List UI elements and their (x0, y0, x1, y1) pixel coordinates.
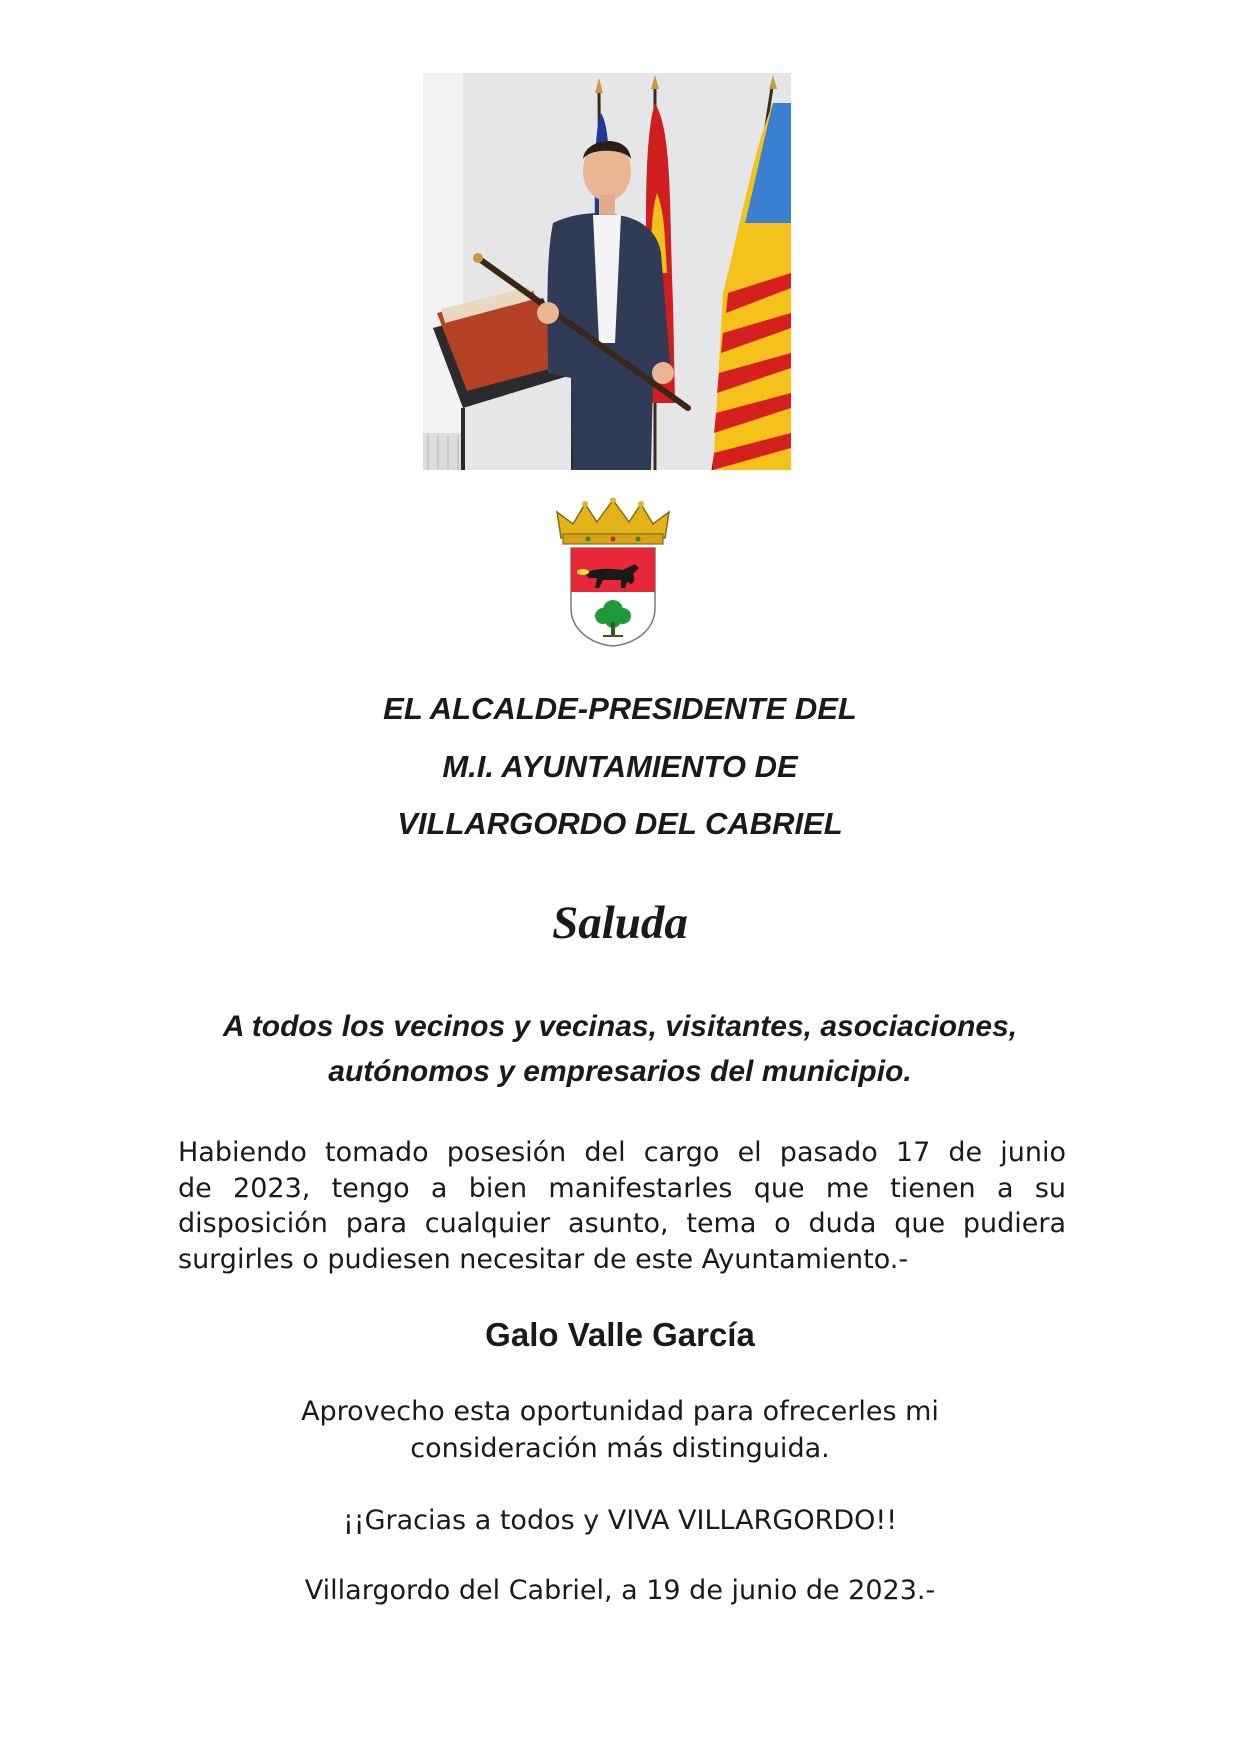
signer-name: Galo Valle García (485, 1316, 755, 1353)
heading-line-2: M.I. AYUNTAMIENTO DE (442, 749, 798, 784)
body-line: de 2023, tengo a bien manifestarles que me tienen a su (178, 1172, 1066, 1204)
body-line: surgirles o pudiesen necesitar de este Ayuntamiento.- (178, 1243, 909, 1275)
greeting-line-2: autónomos y empresarios del municipio. (328, 1055, 912, 1088)
greeting-line-1: A todos los vecinos y vecinas, visitantes, asociaciones, (222, 1010, 1018, 1043)
municipal-coat-of-arms-icon (553, 498, 673, 648)
place-date-line: Villargordo del Cabriel, a 19 de junio de 2023.- (304, 1575, 936, 1606)
closing-line-1: Aprovecho esta oportunidad para ofrecerles mi (301, 1396, 939, 1427)
body-line: disposición para cualquier asunto, tema o duda que pudiera (178, 1208, 1066, 1239)
body-paragraph (178, 1135, 1066, 1277)
thanks-line: ¡¡Gracias a todos y VIVA VILLARGORDO!! (342, 1505, 898, 1536)
mayor-portrait-photo (423, 73, 791, 470)
closing-line-2: consideración más distinguida. (410, 1433, 830, 1464)
heading-line-3: VILLARGORDO DEL CABRIEL (397, 806, 843, 841)
body-line: Habiendo tomado posesión del cargo el pasado 17 de junio (178, 1137, 1066, 1168)
heading-line-1: EL ALCALDE-PRESIDENTE DEL (383, 691, 857, 726)
page-title: Saluda (552, 897, 688, 949)
